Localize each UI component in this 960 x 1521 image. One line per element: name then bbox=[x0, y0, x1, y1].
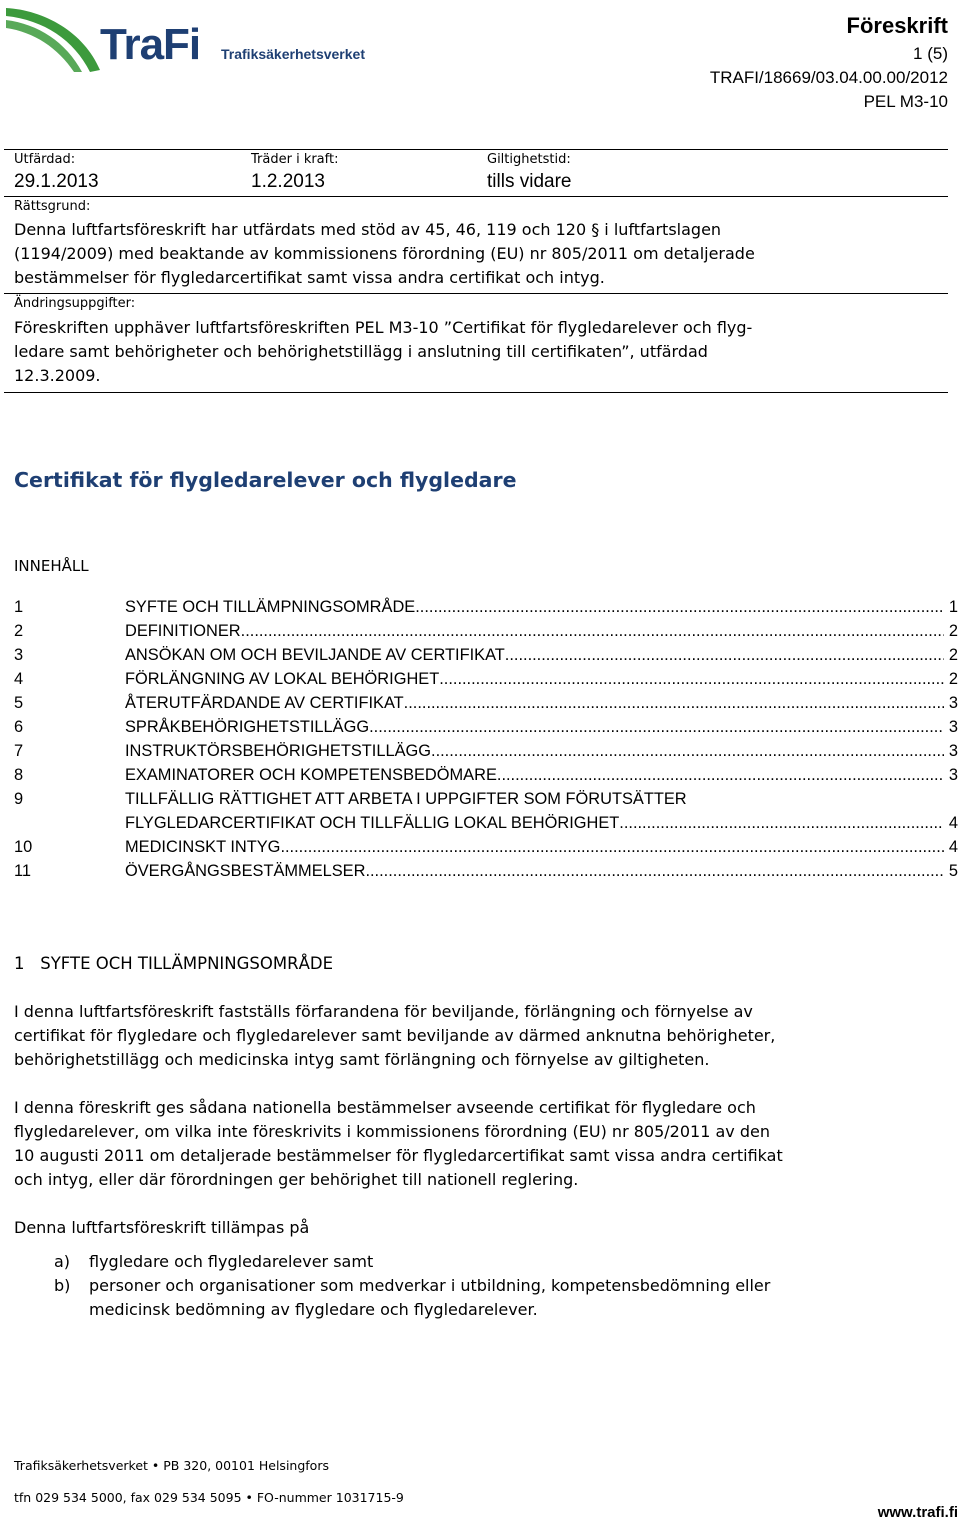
toc-entry-3[interactable]: 3 ANSÖKAN OM OCH BEVILJANDE AV CERTIFIKAT ..... 2 bbox=[14, 643, 958, 667]
toc-entry-10[interactable]: 10 MEDICINSKT INTYG ..... 4 bbox=[14, 835, 958, 859]
amendments-label: Ändringsuppgifter: bbox=[14, 296, 136, 311]
amendments-text: Föreskriften upphäver luftfartsföreskriften PEL M3-10 ”Certifikat för flygledarelever och flyg- ledare samt behörigheter och behörighetstillägg i anslutning till certifikaten”, utfärdad 12.3.2009. bbox=[14, 318, 753, 385]
reference-number: TRAFI/18669/03.04.00.00/2012 bbox=[709, 68, 948, 87]
page-indicator: 1 (5) bbox=[913, 44, 948, 63]
meta-rule bbox=[4, 196, 948, 197]
toc-entry-6[interactable]: 6 SPRÅKBEHÖRIGHETSTILLÄGG ..... 3 bbox=[14, 715, 958, 739]
toc-entry-8[interactable]: 8 EXAMINATORER OCH KOMPETENSBEDÖMARE ..... 3 bbox=[14, 763, 958, 787]
logo-wordmark: TraFi bbox=[100, 20, 201, 69]
toc-entry-7[interactable]: 7 INSTRUKTÖRSBEHÖRIGHETSTILLÄGG ..... 3 bbox=[14, 739, 958, 763]
section-1-heading: 1 SYFTE OCH TILLÄMPNINGSOMRÅDE bbox=[14, 954, 333, 973]
list-item: b) personer och organisationer som medverkar i utbildning, kompetensbedömning eller medicinsk bedömning av flygledare och flygledarelever. bbox=[54, 1276, 771, 1319]
section-1-paragraph-1: I denna luftfartsföreskrift fastställs förfarandena för beviljande, förlängning och förnyelse av certifikat för flygledare och flygledarelever samt beviljande av därmed anknutna behörigheter, behörighetstillägg och medicinska intyg samt förlängning och förnyelse av giltigheten. bbox=[14, 1002, 776, 1069]
toc-entry-11[interactable]: 11 ÖVERGÅNGSBESTÄMMELSER ..... 5 bbox=[14, 859, 958, 883]
toc-entry-5[interactable]: 5 ÅTERUTFÄRDANDE AV CERTIFIKAT ..... 3 bbox=[14, 691, 958, 715]
legal-basis-text: Denna luftfartsföreskrift har utfärdats med stöd av 45, 46, 119 och 120 § i luftfartslagen (1194/2009) med beaktande av kommissionens förordning (EU) nr 805/2011 om detaljerade bestämmelser för flygledarcertifikat samt vissa andra certifikat och intyg. bbox=[14, 220, 755, 287]
section-1-paragraph-2: I denna föreskrift ges sådana nationella bestämmelser avseende certifikat för flygledare och flygledarelever, om vilka inte föreskrivits i kommissionens förordning (EU) nr 805/2011 av den 10 augusti 2011 om detaljerade bestämmelser för flygledarcertifikat samt vissa andra certifikat och intyg, eller där förordningen ger behörighet till nationell reglering. bbox=[14, 1098, 783, 1189]
toc-entry-4[interactable]: 4 FÖRLÄNGNING AV LOKAL BEHÖRIGHET ..... 2 bbox=[14, 667, 958, 691]
toc-entry-1[interactable]: 1 SYFTE OCH TILLÄMPNINGSOMRÅDE ..... 1 bbox=[14, 595, 958, 619]
logo-subtitle: Trafiksäkerhetsverket bbox=[221, 46, 365, 62]
section-1-paragraph-3: Denna luftfartsföreskrift tillämpas på bbox=[14, 1218, 310, 1237]
toc-entry-9-cont[interactable]: FLYGLEDARCERTIFIKAT OCH TILLFÄLLIG LOKAL BEHÖRIGHET ..... 4 bbox=[14, 811, 958, 835]
header-rule bbox=[4, 149, 948, 150]
legal-rule bbox=[4, 293, 948, 294]
toc-entry-9[interactable]: 9 TILLFÄLLIG RÄTTIGHET ATT ARBETA I UPPGIFTER SOM FÖRUTSÄTTER bbox=[14, 790, 687, 808]
toc-entry-2[interactable]: 2 DEFINITIONER ..... 2 bbox=[14, 619, 958, 643]
footer-url-link[interactable]: www.trafi.fi bbox=[877, 1504, 958, 1521]
list-item: a) flygledare och flygledarelever samt bbox=[54, 1252, 374, 1271]
issued-value: 29.1.2013 bbox=[14, 171, 99, 192]
amendments-rule bbox=[4, 392, 948, 393]
effective-value: 1.2.2013 bbox=[251, 171, 325, 192]
document-type: Föreskrift bbox=[846, 13, 948, 38]
scope-list bbox=[54, 1250, 954, 1322]
effective-label: Träder i kraft: bbox=[251, 152, 339, 167]
issued-label: Utfärdad: bbox=[14, 152, 76, 167]
legal-basis-label: Rättsgrund: bbox=[14, 199, 91, 214]
validity-value: tills vidare bbox=[487, 171, 572, 192]
footer-contact: tfn 029 534 5000, fax 029 534 5095 • FO-nummer 1031715-9 bbox=[14, 1490, 404, 1505]
validity-label: Giltighetstid: bbox=[487, 152, 571, 167]
toc-heading: INNEHÅLL bbox=[14, 557, 89, 575]
table-of-contents bbox=[14, 595, 958, 883]
regulation-code: PEL M3-10 bbox=[863, 92, 948, 111]
document-title: Certifikat för flygledarelever och flygledare bbox=[14, 468, 517, 492]
footer-address: Trafiksäkerhetsverket • PB 320, 00101 Helsingfors bbox=[14, 1458, 329, 1473]
